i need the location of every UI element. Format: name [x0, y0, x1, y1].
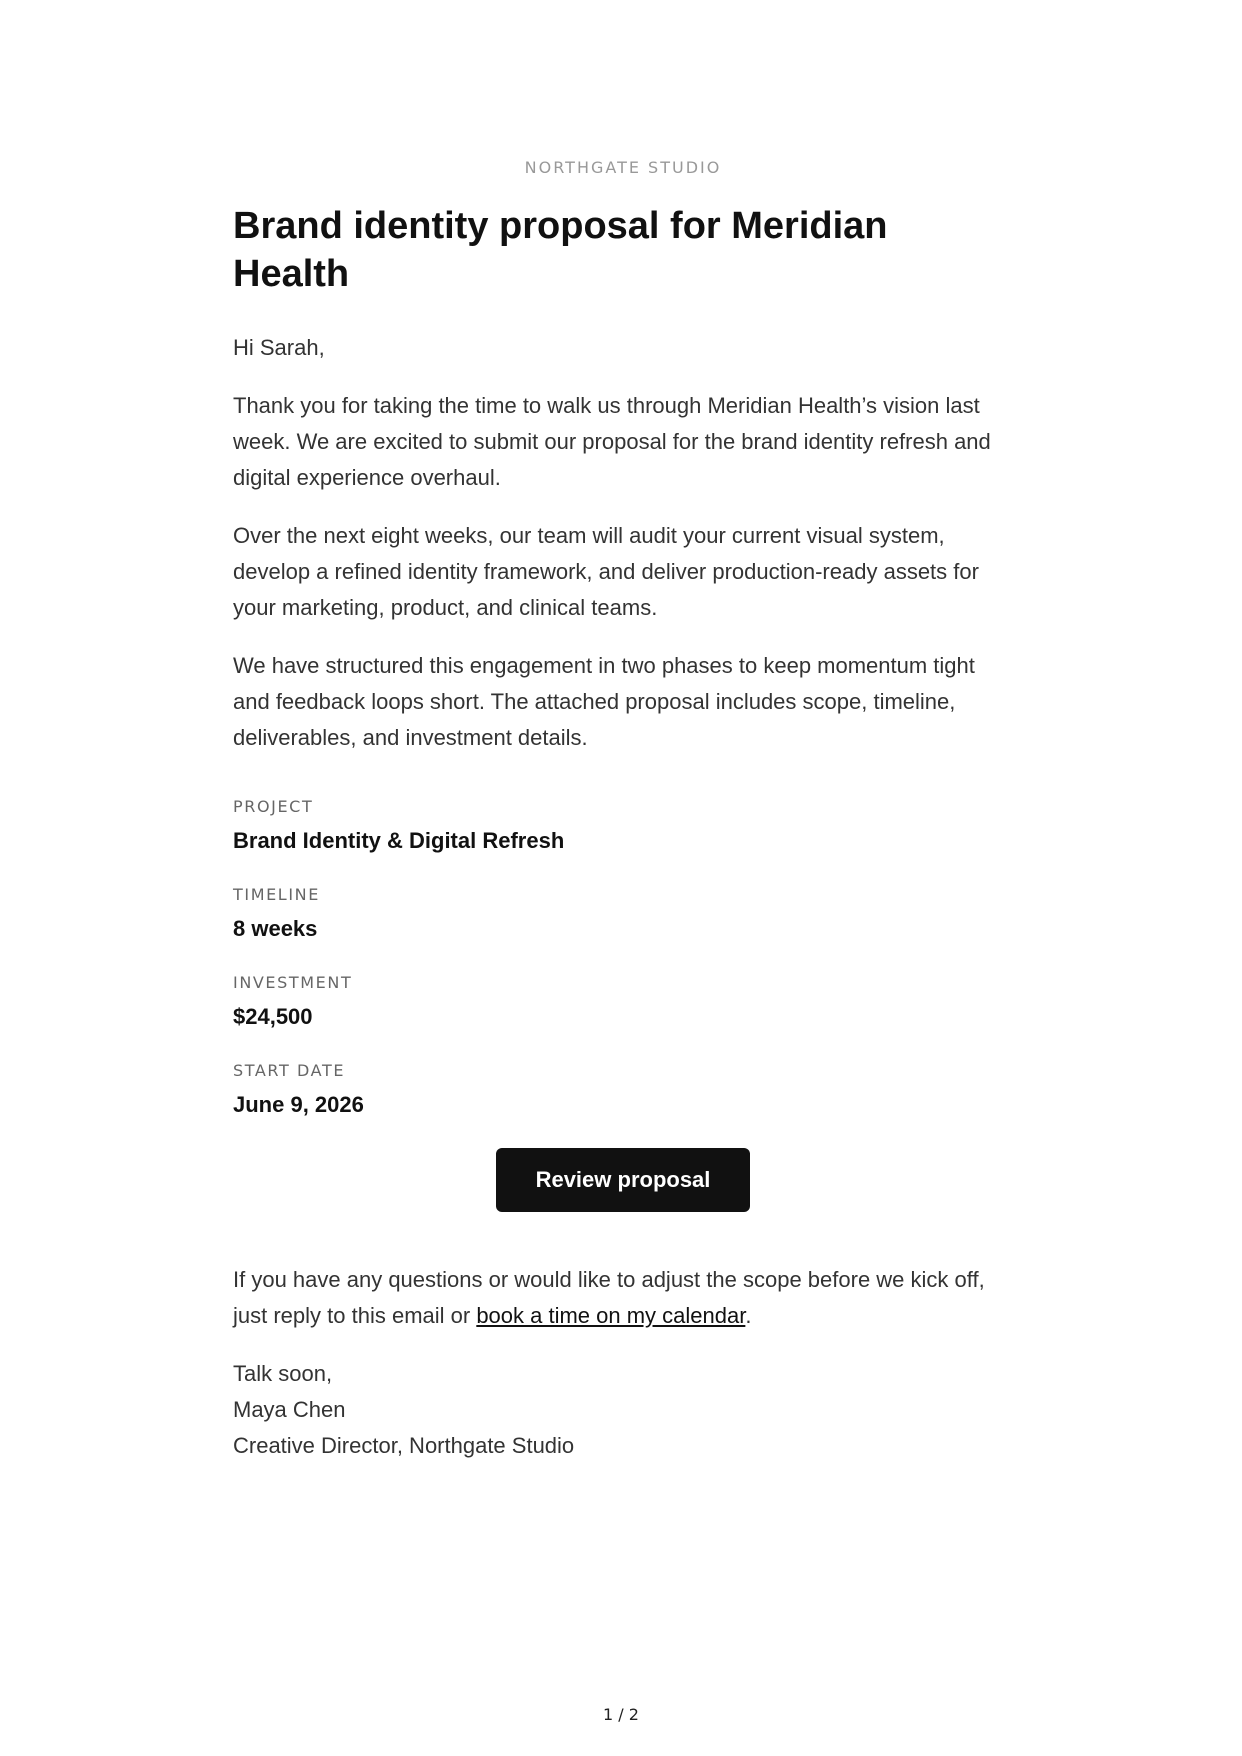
project-details — [233, 796, 1013, 1120]
closing-paragraph — [233, 1262, 1013, 1334]
signature — [233, 1356, 1013, 1464]
signer-name: Maya Chen — [233, 1397, 346, 1422]
brand-name: NORTHGATE STUDIO — [524, 158, 722, 177]
scope-paragraph: Over the next eight weeks, our team will audit your current visual system, develop a refined identity framework, and deliver production-ready assets for your marketing, product, and clinical teams. — [233, 523, 979, 620]
detail-label: TIMELINE — [233, 885, 320, 904]
email-body — [233, 156, 1013, 1464]
detail-timeline — [233, 884, 1013, 944]
signoff-line: Talk soon, — [233, 1361, 333, 1386]
closing-text: If you have any questions or would like to adjust the scope before we kick off, just reply to this email or — [233, 1267, 985, 1328]
cta-container — [233, 1148, 1013, 1212]
detail-value: 8 weeks — [233, 916, 318, 941]
detail-value: $24,500 — [233, 1004, 313, 1029]
intro-paragraph: Thank you for taking the time to walk us through Meridian Health’s vision last week. We are excited to submit our proposal for the brand identity refresh and digital experience overhaul. — [233, 393, 991, 490]
calendar-link[interactable]: book a time on my calendar — [476, 1303, 746, 1328]
detail-label: START DATE — [233, 1061, 346, 1080]
detail-label: INVESTMENT — [233, 973, 353, 992]
page-title: Brand identity proposal for Meridian Health — [233, 205, 888, 295]
detail-value: June 9, 2026 — [233, 1092, 364, 1117]
detail-start-date — [233, 1060, 1013, 1120]
detail-project — [233, 796, 1013, 856]
detail-value: Brand Identity & Digital Refresh — [233, 828, 565, 853]
review-proposal-button[interactable]: Review proposal — [496, 1148, 751, 1212]
page-indicator: 1 / 2 — [603, 1705, 639, 1724]
signer-role: Creative Director, Northgate Studio — [233, 1433, 575, 1458]
detail-label: PROJECT — [233, 797, 314, 816]
greeting: Hi Sarah, — [233, 335, 325, 360]
closing-punctuation: . — [745, 1303, 752, 1328]
detail-investment — [233, 972, 1013, 1032]
structure-paragraph: We have structured this engagement in two phases to keep momentum tight and feedback loops short. The attached proposal includes scope, timeline, deliverables, and investment details. — [233, 653, 975, 750]
